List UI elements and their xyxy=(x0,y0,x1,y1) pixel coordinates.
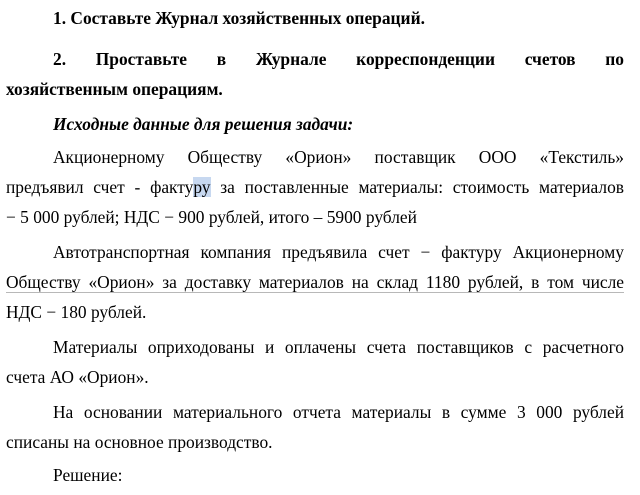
paragraph-1-line-2 xyxy=(6,175,624,199)
paragraph-1-line-3: − 5 000 рублей; НДС − 900 рублей, итого – 5900 рублей xyxy=(6,207,417,227)
paragraph-2-line-1: Автотранспортная компания предъявила счет − фактуру Акционерному xyxy=(53,242,624,262)
paragraph-1-line-1: Акционерному Обществу «Орион» поставщик ООО «Текстиль» xyxy=(53,147,624,167)
paragraph-2-line-2: Обществу «Орион» за доставку материалов на склад 1180 рублей, в том числе xyxy=(6,272,624,292)
paragraph-1-text-a: предъявил счет - факту xyxy=(6,177,194,197)
paragraph-2-line-3: НДС − 180 рублей. xyxy=(6,302,147,322)
task-1: 1. Составьте Журнал хозяйственных операций. xyxy=(53,8,425,28)
text-selection-highlight[interactable]: ру xyxy=(193,177,211,197)
paragraph-4-line-2: списаны на основное производство. xyxy=(6,432,273,452)
task-2-line-1: 2. Проставьте в Журнале корреспонденции счетов по xyxy=(53,49,624,69)
solution-heading: Решение: xyxy=(53,465,123,485)
paragraph-3-line-2: счета АО «Орион». xyxy=(6,367,149,387)
paragraph-3-line-1: Материалы оприходованы и оплачены счета поставщиков с расчетного xyxy=(53,337,624,357)
subheading: Исходные данные для решения задачи: xyxy=(53,114,354,134)
paragraph-4-line-1: На основании материального отчета материалы в сумме 3 000 рублей xyxy=(53,402,624,422)
task-2-line-2: хозяйственным операциям. xyxy=(6,79,223,99)
spellcheck-underline xyxy=(6,292,624,294)
paragraph-1-text-b: за поставленные материалы: стоимость материалов xyxy=(210,177,624,197)
